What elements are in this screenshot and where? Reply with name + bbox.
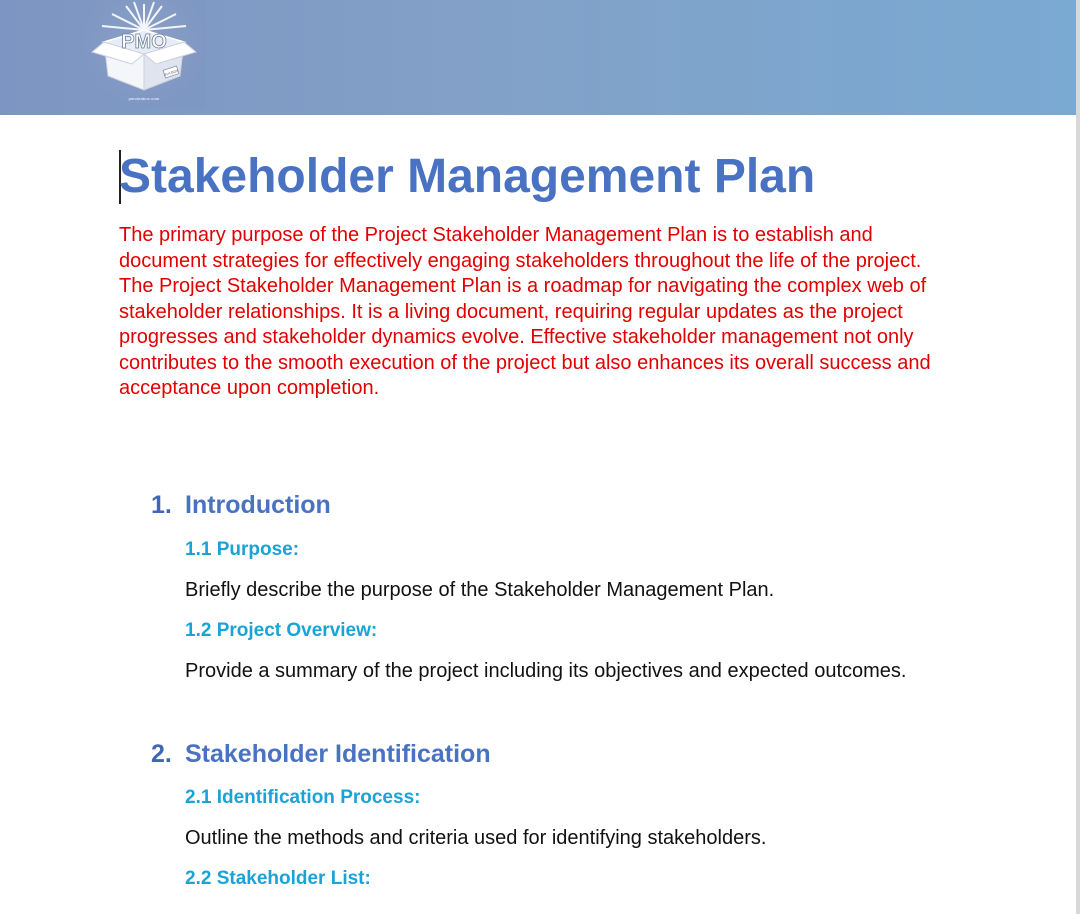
intro-paragraph[interactable]: The primary purpose of the Project Stakeholder Management Plan is to establish and document strategies for effectively engaging stakeholders throughout the life of the project. The Project Stakeholder Management Plan is a roadmap for navigating the complex web of stakeholder relationships. It is a living document, requiring regular updates as the project progresses and stakeholder dynamics evolve. Effective stakeholder management not only contributes to the smooth execution of the project but also enhances its overall success and acceptance upon completion. (119, 224, 931, 399)
logo-url: pmoinabox.com (128, 96, 160, 101)
subsection-body-purpose[interactable]: Briefly describe the purpose of the Stakeholder Management Plan. (185, 579, 775, 601)
document-title[interactable]: Stakeholder Management Plan (119, 150, 816, 203)
subsection-body-project-overview[interactable]: Provide a summary of the project including its objectives and expected outcomes. (185, 660, 907, 682)
subsection-heading-identification-process[interactable]: 2.1 Identification Process: (185, 787, 421, 808)
subsection-heading-stakeholder-list[interactable]: 2.2 Stakeholder List: (185, 868, 371, 889)
subsection-body-identification-process[interactable]: Outline the methods and criteria used for identifying stakeholders. (185, 827, 767, 849)
pmo-box-icon (82, 0, 206, 96)
pmo-logo (82, 0, 206, 108)
section-title-introduction[interactable]: Introduction (185, 491, 331, 519)
page-edge (1076, 0, 1080, 914)
logo-text: PMO (121, 31, 167, 53)
logo-tagline: IN A BOX (163, 68, 179, 78)
subsection-heading-project-overview[interactable]: 1.2 Project Overview: (185, 620, 378, 641)
section-title-stakeholder-identification[interactable]: Stakeholder Identification (185, 740, 491, 768)
subsection-heading-purpose[interactable]: 1.1 Purpose: (185, 539, 300, 560)
section-number: 1. (151, 491, 172, 519)
section-number: 2. (151, 740, 172, 768)
